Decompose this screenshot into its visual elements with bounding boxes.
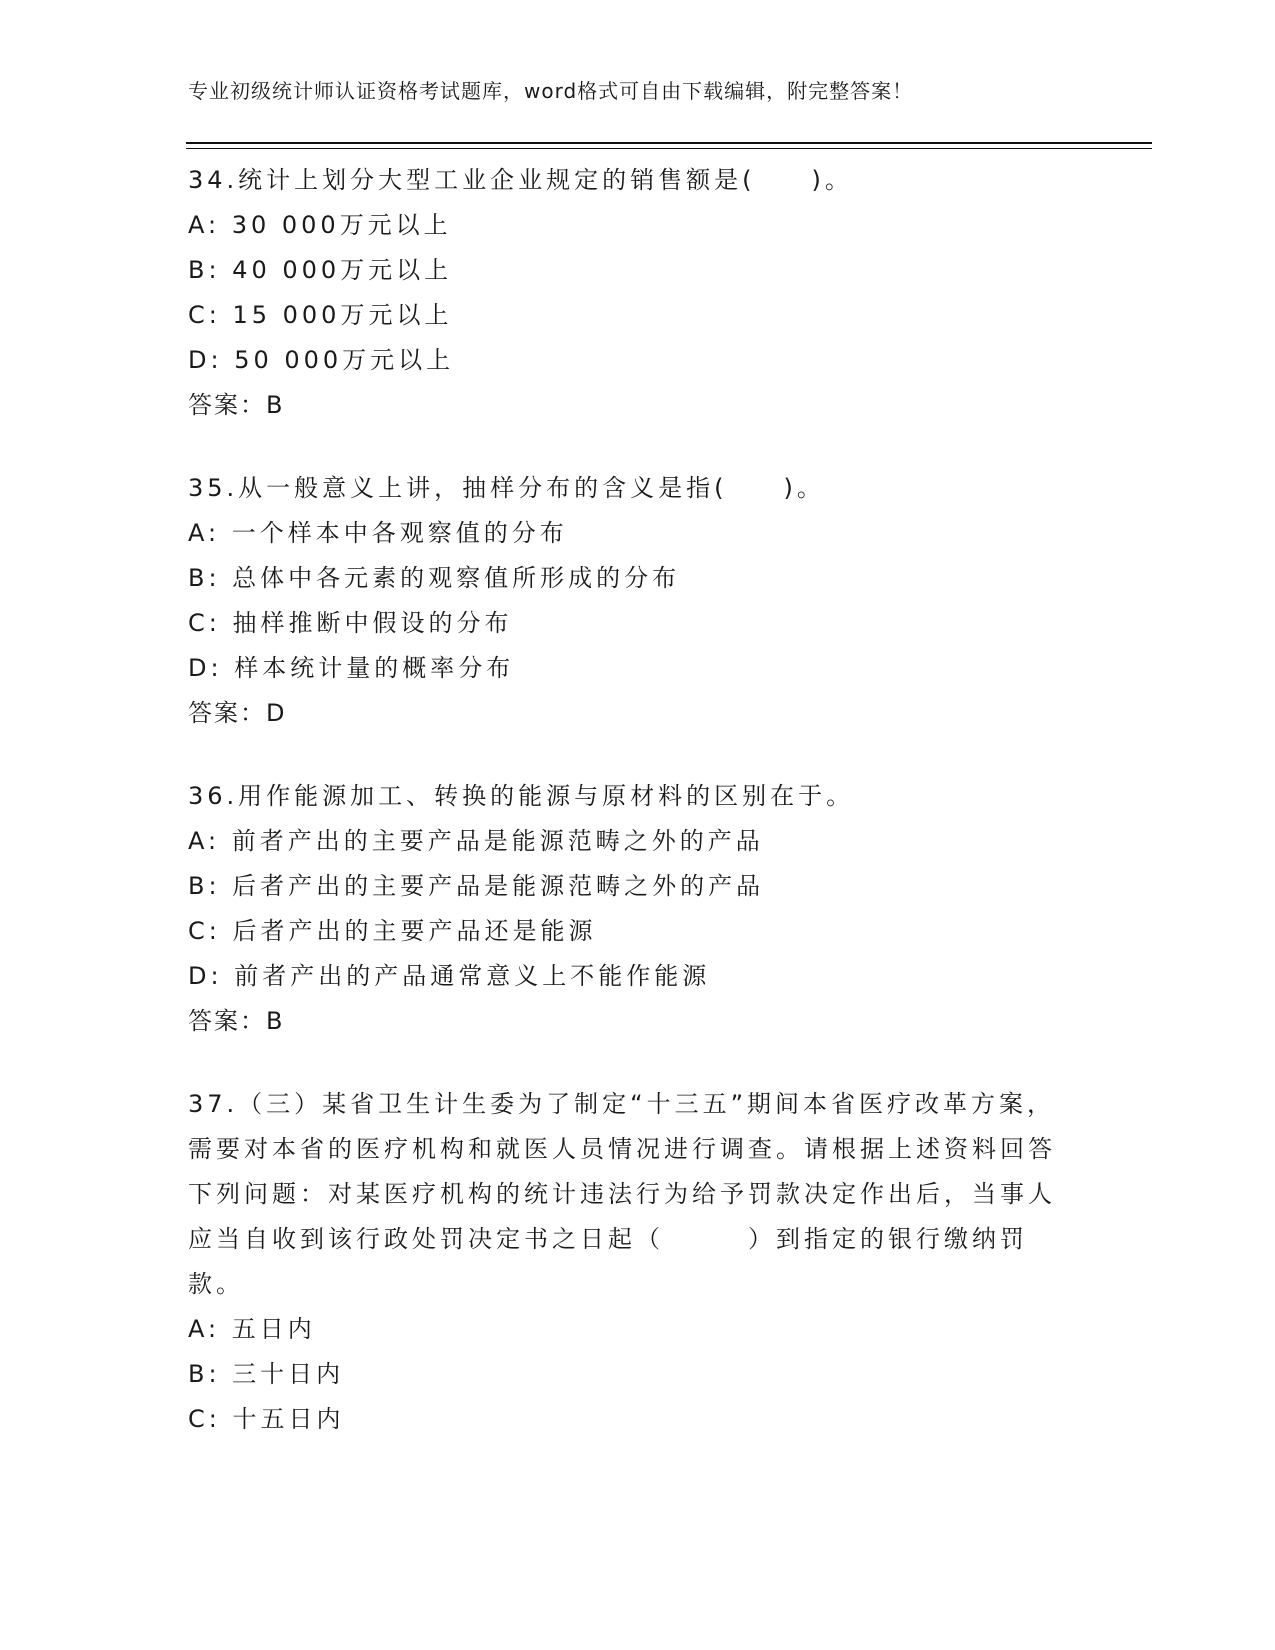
answer-line: 答案：D [188,699,287,727]
option-b: B: 后者产出的主要产品是能源范畴之外的产品 [188,872,765,900]
option-c: C: 15 000万元以上 [188,301,453,329]
page-header: 专业初级统计师认证资格考试题库，word格式可自由下载编辑，附完整答案！ [188,79,914,103]
option-a: A: 前者产出的主要产品是能源范畴之外的产品 [188,827,764,855]
question-37 [188,1082,1108,1442]
option-c: C: 抽样推断中假设的分布 [188,609,513,637]
question-36 [188,774,1108,1044]
answer-line: 答案：B [188,1007,285,1035]
question-35 [188,466,1108,736]
option-a: A: 五日内 [188,1315,316,1343]
question-stem: 34.统计上划分大型工业企业规定的销售额是( )。 [188,166,853,194]
option-a: A: 一个样本中各观察值的分布 [188,519,568,547]
option-c: C: 后者产出的主要产品还是能源 [188,917,597,945]
question-stem: 36.用作能源加工、转换的能源与原材料的区别在于。 [188,782,855,810]
option-b: B: 总体中各元素的观察值所形成的分布 [188,564,681,592]
option-a: A: 30 000万元以上 [188,211,452,239]
option-b: B: 三十日内 [188,1360,345,1388]
option-d: D: 50 000万元以上 [188,346,455,374]
option-d: D: 样本统计量的概率分布 [188,654,515,682]
question-34 [188,158,1108,428]
option-d: D: 前者产出的产品通常意义上不能作能源 [188,962,711,990]
answer-line: 答案：B [188,391,285,419]
question-list [188,158,1108,1442]
option-c: C: 十五日内 [188,1405,345,1433]
question-stem: 35.从一般意义上讲，抽样分布的含义是指( )。 [188,474,825,502]
header-divider [186,142,1152,149]
option-b: B: 40 000万元以上 [188,256,453,284]
question-stem: 37.（三）某省卫生计生委为了制定“十三五”期间本省医疗改革方案，需要对本省的医疗机构和就医人员情况进行调查。请根据上述资料回答下列问题：对某医疗机构的统计违法行为给予罚款决定作出后，当事人应当自收到该行政处罚决定书之日起（ ）到指定的银行缴纳罚款。 [188,1090,1056,1298]
